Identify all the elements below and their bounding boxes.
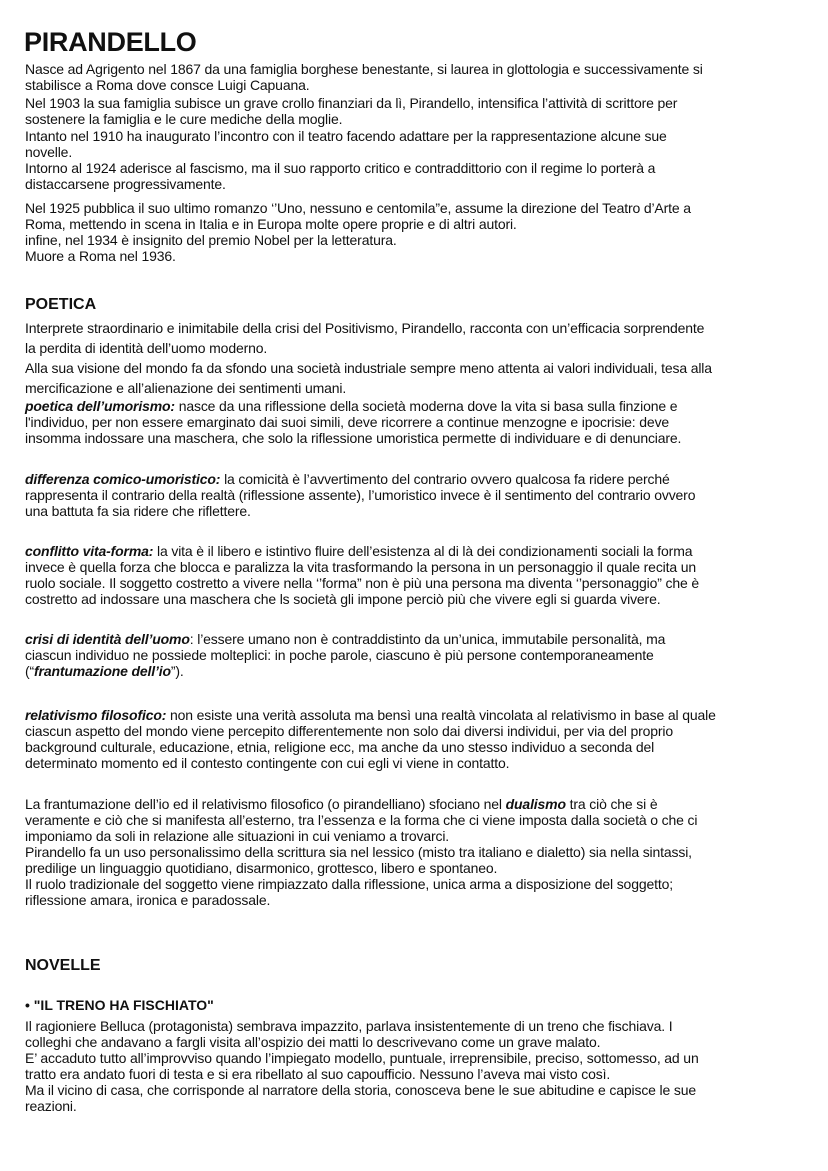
novella-summary (25, 1018, 699, 1114)
text-segment: imponiamo da soli in relazione alle situazioni in cui veniamo a trovarci. (25, 828, 450, 844)
text-line (25, 663, 665, 679)
text-segment: reazioni. (25, 1098, 77, 1114)
text-line (25, 160, 667, 176)
text-line (25, 232, 691, 248)
text-line (25, 892, 697, 908)
text-line (25, 723, 716, 739)
text-segment: riflessione amara, ironica e paradossale. (25, 892, 271, 908)
text-line (25, 755, 716, 771)
text-line (25, 487, 695, 503)
text-line (25, 471, 695, 487)
text-segment: : l’essere umano non è contraddistinto da un’unica, immutabile personalità, ma (189, 631, 666, 647)
text-segment: distaccarsene progressivamente. (25, 176, 226, 192)
text-segment: Pirandello fa un uso personalissimo della scrittura sia nel lessico (misto tra italiano e dialetto) sia nella sintassi, (25, 844, 692, 860)
text-segment: sostenere la famiglia e le cure mediche della moglie. (25, 111, 343, 127)
text-segment: Intanto nel 1910 ha inaugurato l’incontro con il teatro facendo adattare per la rappresentazione alcune sue (25, 128, 667, 144)
text-line (25, 828, 697, 844)
text-line (25, 111, 677, 127)
text-segment: Nasce ad Agrigento nel 1867 da una famiglia borghese benestante, si laurea in glottologia e successivamente si (25, 61, 703, 77)
text-line (25, 248, 691, 264)
novella-title: • "IL TRENO HA FISCHIATO" (25, 997, 214, 1013)
text-segment: Il ruolo tradizionale del soggetto viene rimpiazzato dalla riflessione, unica arma a disposizione del soggetto; (25, 876, 673, 892)
text-segment: Alla sua visione del mondo fa da sfondo una società industriale sempre meno attenta ai valori individuali, tesa alla (25, 360, 712, 376)
text-line (25, 812, 697, 828)
text-segment: infine, nel 1934 è insignito del premio Nobel per la letteratura. (25, 232, 397, 248)
text-line (25, 414, 681, 430)
text-segment: la comicità è l’avvertimento del contrario ovvero qualcosa fa ridere perché (220, 471, 670, 487)
text-segment: Muore a Roma nel 1936. (25, 248, 176, 264)
text-line (25, 559, 699, 575)
poetica-comico-umoristico (25, 471, 695, 519)
text-segment: tra ciò che si è (565, 796, 658, 812)
text-line (25, 631, 665, 647)
text-line (25, 77, 703, 93)
text-line (25, 1066, 699, 1082)
text-line (25, 398, 681, 414)
text-segment: Il ragioniere Belluca (protagonista) sembrava impazzito, parlava insistentemente di un treno che fischiava. I (25, 1018, 673, 1034)
emphasis-term: poetica dell’umorismo: (25, 398, 175, 414)
poetica-umorismo (25, 398, 681, 446)
text-line (25, 707, 716, 723)
poetica-vita-forma (25, 543, 699, 607)
poetica-dualismo (25, 796, 697, 908)
text-segment: la vita è il libero e istintivo fluire dell’esistenza al di là dei condizionamenti sociali la forma (153, 543, 693, 559)
text-segment: tratto era andato fuori di testa e si era ribellato al suo capoufficio. Nessuno l’aveva mai visto così. (25, 1066, 611, 1082)
text-line (25, 61, 703, 77)
text-line (25, 200, 691, 216)
text-segment: non esiste una verità assoluta ma bensì una realtà vincolata al relativismo in base al quale (166, 707, 716, 723)
text-line (25, 543, 699, 559)
text-segment: ciascun individuo ne possiede molteplici: in poche parole, ciascuno è più persone contemporaneamente (25, 647, 654, 663)
text-segment: una battuta fa sia ridere che riflettere. (25, 503, 251, 519)
poetica-crisi-identita (25, 631, 665, 679)
page-title: PIRANDELLO (24, 27, 197, 57)
text-segment: ”). (170, 663, 184, 679)
text-line (25, 860, 697, 876)
text-line (25, 95, 677, 111)
text-line (25, 128, 667, 144)
text-segment: ciascun aspetto del mondo viene percepito differentemente non solo dai diversi individui, per via del proprio (25, 723, 674, 739)
text-segment: veramente e ciò che si manifesta all’esterno, tra l’essenza e la forma che ci viene imposta dalla società o che ci (25, 812, 698, 828)
text-segment: novelle. (25, 144, 73, 160)
bio-paragraph (25, 61, 703, 93)
emphasis-term: relativismo filosofico: (25, 707, 167, 723)
emphasis-term: differenza comico-umoristico: (25, 471, 221, 487)
bio-paragraph (25, 95, 677, 127)
text-segment: Interprete straordinario e inimitabile della crisi del Positivismo, Pirandello, racconta con un’efficacia sorprendente (25, 320, 705, 336)
text-line (25, 144, 667, 160)
text-line (25, 1034, 699, 1050)
text-segment: Ma il vicino di casa, che corrisponde al narratore della storia, conosceva bene le sue abitudine e capisce le sue (25, 1082, 696, 1098)
text-line (25, 575, 699, 591)
text-line (25, 796, 697, 812)
text-segment: Roma, mettendo in scena in Italia e in Europa molte opere proprie e di altri autori. (25, 216, 517, 232)
emphasis-term: frantumazione dell’io (34, 663, 171, 679)
text-segment: rappresenta il contrario della realtà (riflessione assente), l’umoristico invece è il sentimento del contrario ovvero (25, 487, 696, 503)
text-line (25, 318, 712, 338)
text-line (25, 358, 712, 378)
text-segment: E’ accaduto tutto all’improvviso quando l’impiegato modello, puntuale, irreprensibile, preciso, sottomesso, ad un (25, 1050, 699, 1066)
text-segment: determinato momento ed il contesto contingente con cui egli vi viene in contatto. (25, 755, 510, 771)
text-segment: la perdita di identità dell’uomo moderno. (25, 340, 268, 356)
text-line (25, 378, 712, 398)
text-segment: l'individuo, per non essere emarginato dai suoi simili, deve ricorrere a continue menzogne e ipocrisie: deve (25, 414, 670, 430)
emphasis-term: dualismo (505, 796, 566, 812)
text-line (25, 216, 691, 232)
emphasis-term: crisi di identità dell’uomo (25, 631, 190, 647)
text-segment: nasce da una riflessione della società moderna dove la vita si basa sulla finzione e (174, 398, 678, 414)
text-segment: ruolo sociale. Il soggetto costretto a vivere nella ‘’forma” non è più una persona ma diventa ‘’personaggio” che è (25, 575, 699, 591)
text-segment: stabilisce a Roma dove consce Luigi Capuana. (25, 77, 310, 93)
bio-paragraph (25, 128, 667, 192)
text-line (25, 176, 667, 192)
section-heading-novelle: NOVELLE (25, 957, 101, 974)
bio-paragraph (25, 200, 691, 264)
text-segment: Nel 1903 la sua famiglia subisce un grave crollo finanziari da lì, Pirandello, intensifica l’attività di scrittore per (25, 95, 678, 111)
text-segment: mercificazione e all’alienazione dei sentimenti umani. (25, 380, 347, 396)
text-segment: La frantumazione dell’io ed il relativismo filosofico (o pirandelliano) sfociano nel (25, 796, 506, 812)
text-segment: background culturale, educazione, etnia, religione ecc, ma anche da uno stesso individuo a seconda del (25, 739, 655, 755)
text-segment: (“ (25, 663, 35, 679)
text-line (25, 647, 665, 663)
text-segment: colleghi che andavano a fargli visita all’ospizio dei matti lo descrivevano come un grave malato. (25, 1034, 601, 1050)
text-segment: predilige un linguaggio quotidiano, disarmonico, grottesco, libero e spontaneo. (25, 860, 498, 876)
text-line (25, 503, 695, 519)
text-line (25, 591, 699, 607)
text-line (25, 876, 697, 892)
text-line (25, 1050, 699, 1066)
poetica-intro (25, 318, 712, 398)
text-segment: costretto ad indossare una maschera che ls società gli impone perciò più che vivere egli si guarda vivere. (25, 591, 661, 607)
text-line (25, 338, 712, 358)
text-line (25, 739, 716, 755)
poetica-relativismo (25, 707, 716, 771)
text-line (25, 1018, 699, 1034)
text-segment: Nel 1925 pubblica il suo ultimo romanzo ‘’Uno, nessuno e centomila”e, assume la direzione del Teatro d’Arte a (25, 200, 691, 216)
text-segment: Intorno al 1924 aderisce al fascismo, ma il suo rapporto critico e contraddittorio con il regime lo porterà a (25, 160, 656, 176)
text-line (25, 1098, 699, 1114)
section-heading-poetica: POETICA (25, 296, 97, 313)
text-segment: insomma indossare una maschera, che solo la riflessione umoristica permette di individuare e di denunciare. (25, 430, 682, 446)
text-line (25, 1082, 699, 1098)
text-line (25, 844, 697, 860)
text-line (25, 430, 681, 446)
text-segment: invece è quella forza che blocca e paralizza la vita trasformando la persona in un personaggio il quale recita un (25, 559, 697, 575)
emphasis-term: conflitto vita-forma: (25, 543, 154, 559)
